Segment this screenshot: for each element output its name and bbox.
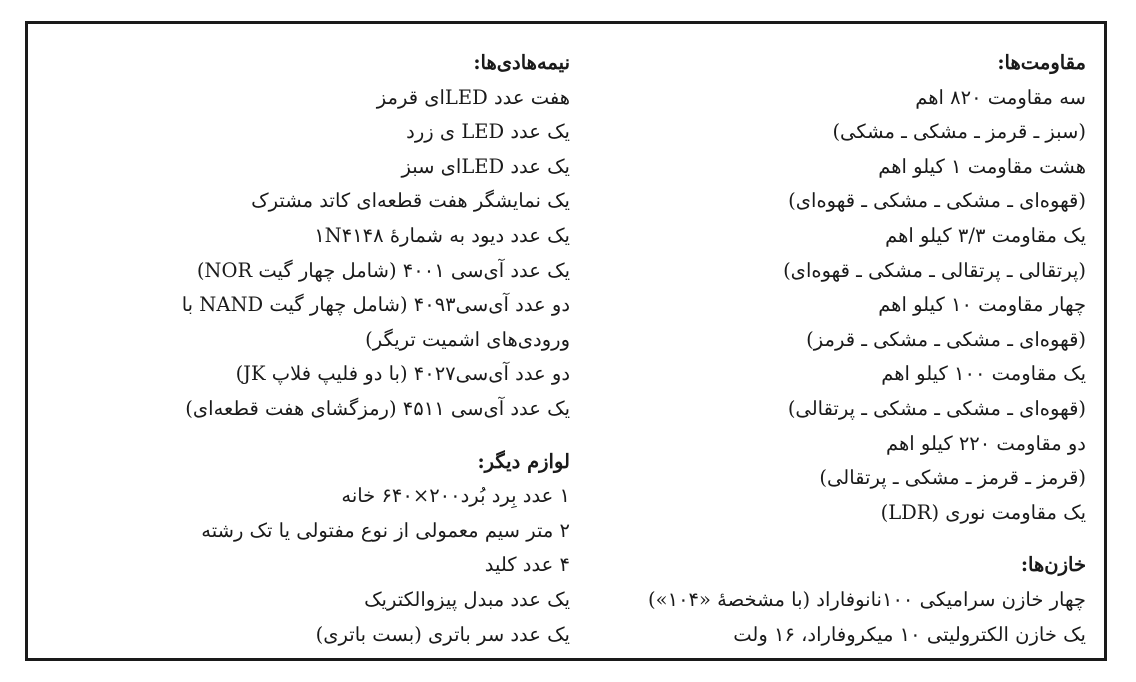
other-item-line: یک عدد سر باتری (بست باتری) — [315, 622, 570, 646]
resistor-line: (قرمز ـ قرمز ـ مشکی ـ پرتقالی) — [819, 466, 1086, 490]
resistor-line: یک مقاومت ۱۰۰ کیلو اهم — [881, 362, 1086, 386]
resistor-line: (قهوه‌ای ـ مشکی ـ مشکی ـ پرتقالی) — [787, 396, 1086, 420]
resistor-line: (قهوه‌ای ـ مشکی ـ مشکی ـ قرمز) — [806, 327, 1086, 351]
semiconductor-line: دو عدد آی‌سی۴۰۲۷ (با دو فلیپ فلاپ JK) — [235, 362, 570, 386]
section-gap — [586, 530, 1086, 548]
capacitors-heading: خازن‌ها: — [1020, 553, 1086, 577]
other-item-line: ۲ متر سیم معمولی از نوع مفتولی یا تک رشته — [201, 518, 570, 542]
semiconductor-line: ورودی‌های اشمیت تریگر) — [365, 327, 570, 351]
semiconductor-line: هفت عدد LEDای قرمز — [376, 85, 570, 109]
resistor-line: سه مقاومت ۸۲۰ اهم — [915, 85, 1086, 109]
resistor-line: (پرتقالی ـ پرتقالی ـ مشکی ـ قهوه‌ای) — [783, 258, 1086, 282]
section-gap — [40, 427, 570, 445]
semiconductor-line: یک عدد LEDای سبز — [401, 154, 570, 178]
semiconductor-line: یک عدد آی‌سی ۴۰۰۱ (شامل چهار گیت NOR) — [196, 258, 570, 282]
other-item-line: یک عدد مبدل پیزوالکتریک — [364, 587, 570, 611]
other-item-line: ۱ عدد بِرد بُرد۲۰۰×۶۴۰ خانه — [341, 484, 570, 508]
semiconductor-line: یک عدد LED ی زرد — [406, 120, 570, 144]
resistor-line: یک مقاومت ۳/۳ کیلو اهم — [885, 223, 1086, 247]
resistor-line: (قهوه‌ای ـ مشکی ـ مشکی ـ قهوه‌ای) — [788, 189, 1086, 213]
resistor-line: یک مقاومت نوری (LDR) — [880, 500, 1086, 524]
other-items-heading: لوازم دیگر: — [477, 449, 570, 473]
semiconductor-line: دو عدد آی‌سی۴۰۹۳ (شامل چهار گیت NAND با — [181, 293, 570, 317]
semiconductors-heading: نیمه‌هادی‌ها: — [473, 51, 570, 74]
capacitor-line: یک خازن الکترولیتی ۱۰ میکروفاراد، ۱۶ ولت — [733, 622, 1086, 646]
parts-list-box — [25, 21, 1107, 661]
semiconductor-line: یک عدد آی‌سی ۴۵۱۱ (رمزگشای هفت قطعه‌ای) — [185, 396, 570, 420]
resistor-line: (سبز ـ قرمز ـ مشکی ـ مشکی) — [832, 120, 1086, 144]
resistor-line: چهار مقاومت ۱۰ کیلو اهم — [878, 293, 1086, 317]
other-item-line: ۴ عدد کلید — [484, 553, 570, 577]
resistors-heading: مقاومت‌ها: — [997, 51, 1086, 74]
capacitor-line: چهار خازن سرامیکی ۱۰۰نانوفاراد (با مشخصهٔ «۱۰۴») — [648, 587, 1086, 611]
semiconductor-line: یک نمایشگر هفت قطعه‌ای کاتد مشترک — [251, 189, 570, 213]
resistor-line: دو مقاومت ۲۲۰ کیلو اهم — [886, 431, 1086, 455]
resistor-line: هشت مقاومت ۱ کیلو اهم — [878, 154, 1086, 178]
left-column — [40, 46, 570, 652]
semiconductor-line: یک عدد دیود به شمارهٔ ۱N۴۱۴۸ — [314, 223, 570, 247]
right-column — [586, 46, 1086, 652]
